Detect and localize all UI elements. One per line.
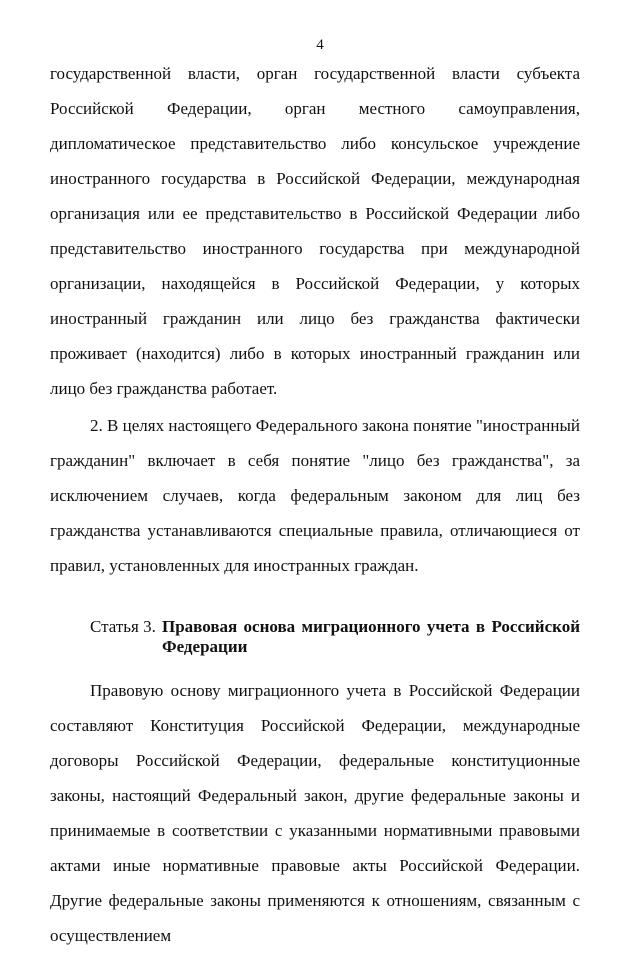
paragraph-item-2: 2. В целях настоящего Федерального закона понятие "иностранный гражданин" включает в себя понятие "лицо без гражданства", за исключением случаев, когда федеральным законом для лиц без гражданства устанавливаются специальные правила, отличающиеся от правил, установленных для иностранных граждан.	[50, 416, 580, 575]
page-number: 4	[316, 37, 324, 53]
article-heading	[50, 617, 580, 657]
document-body	[50, 56, 580, 953]
paragraph-continuation: государственной власти, орган государственной власти субъекта Российской Федерации, орган местного самоуправления, дипломатическое представительство либо консульское учреждение иностранного государства в Российской Федерации, международная организация или ее представительство в Российской Федерации либо представительство иностранного государства при международной организации, находящейся в Российской Федерации, у которых иностранный гражданин или лицо без гражданства фактически проживает (находится) либо в которых иностранный гражданин или лицо без гражданства работает.	[50, 64, 580, 398]
article-number: Статья 3.	[90, 617, 156, 636]
article-title: Правовая основа миграционного учета в Российской Федерации	[162, 617, 580, 656]
paragraph-article-3: Правовую основу миграционного учета в Российской Федерации составляют Конституция Российской Федерации, международные договоры Российской Федерации, федеральные конституционные законы, настоящий Федеральный закон, другие федеральные законы и принимаемые в соответствии с указанными нормативными правовыми актами иные нормативные правовые акты Российской Федерации. Другие федеральные законы применяются к отношениям, связанным с осуществлением	[50, 681, 580, 945]
